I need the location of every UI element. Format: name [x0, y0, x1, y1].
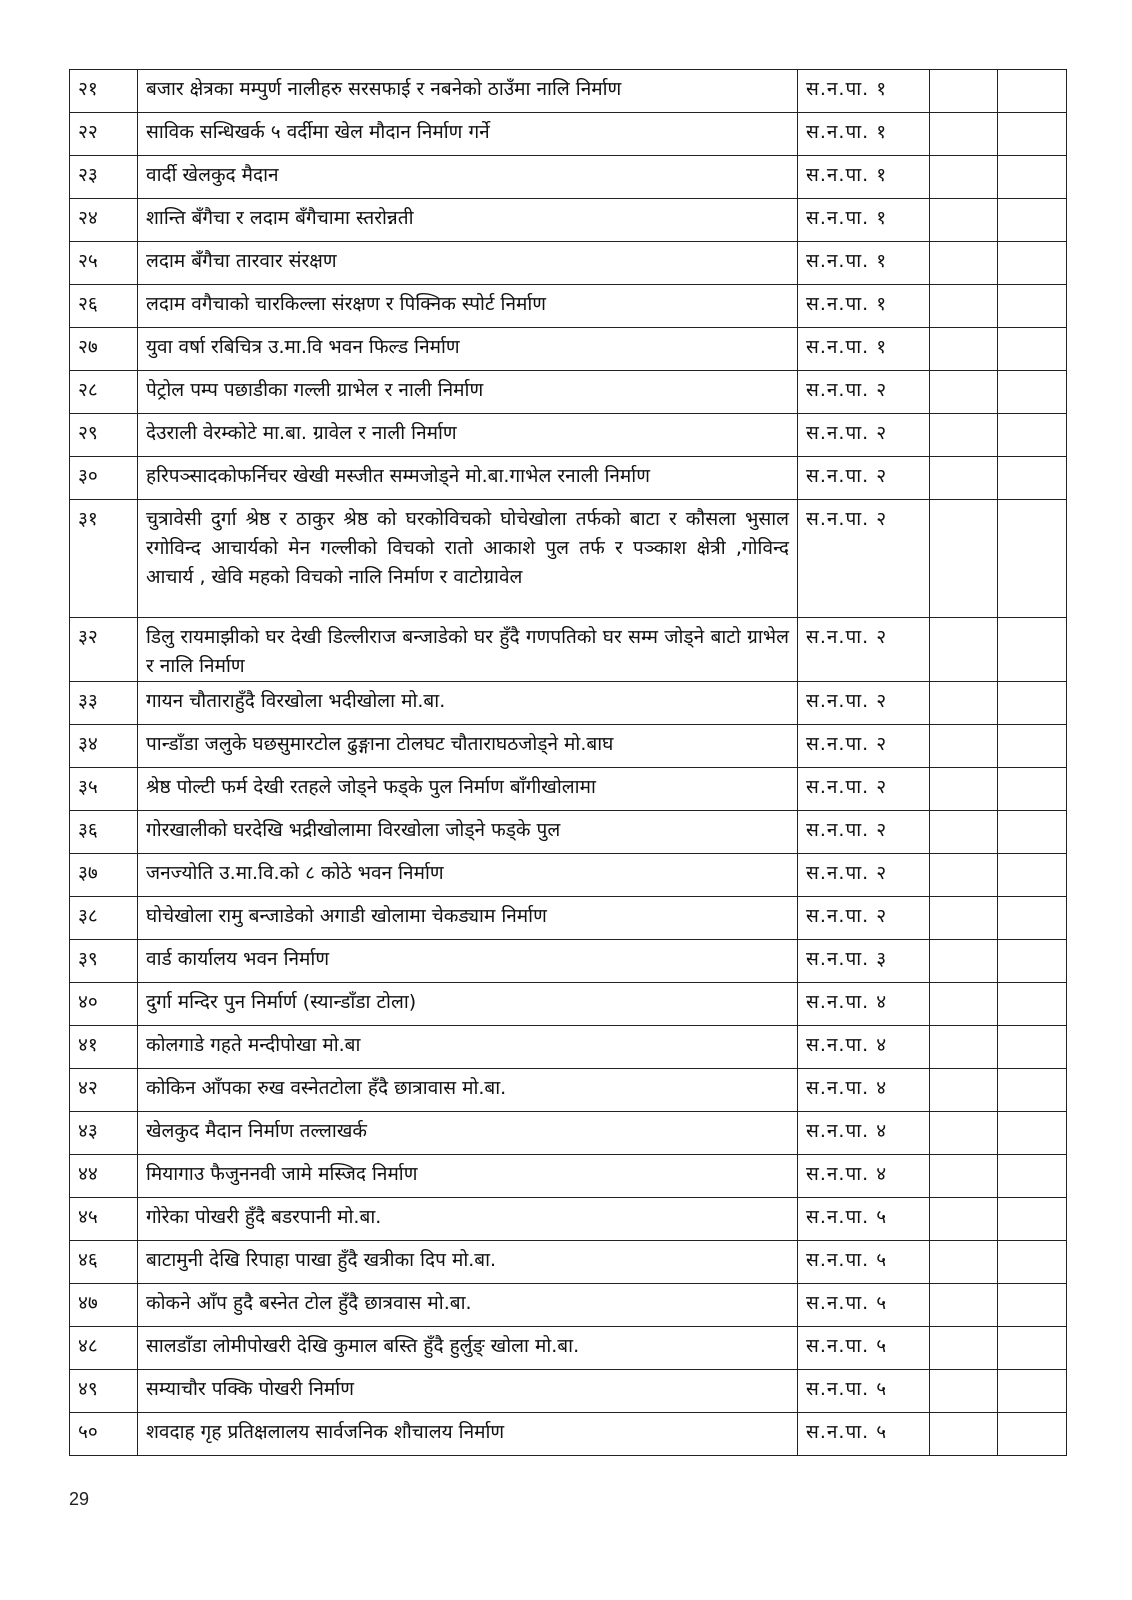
row-empty-cell	[930, 1327, 998, 1370]
row-empty-cell	[998, 897, 1067, 940]
row-empty-cell	[930, 371, 998, 414]
row-description: शान्ति बँगैचा र लदाम बँगैचामा स्तरोन्नती	[138, 199, 798, 242]
row-description: लदाम वगैचाको चारकिल्ला संरक्षण र पिक्निक स्पोर्ट निर्माण	[138, 285, 798, 328]
row-empty-cell	[998, 199, 1067, 242]
row-municipality: स.न.पा. ५	[798, 1327, 930, 1370]
row-empty-cell	[998, 156, 1067, 199]
row-number: ३५	[70, 768, 138, 811]
row-municipality: स.न.पा. ४	[798, 1112, 930, 1155]
row-empty-cell	[998, 1370, 1067, 1413]
table-row	[70, 1413, 1067, 1456]
row-municipality: स.न.पा. २	[798, 768, 930, 811]
row-empty-cell	[930, 113, 998, 156]
table-row	[70, 811, 1067, 854]
table-row	[70, 457, 1067, 500]
table-row	[70, 940, 1067, 983]
row-municipality: स.न.पा. २	[798, 682, 930, 725]
row-empty-cell	[930, 457, 998, 500]
project-table	[69, 69, 1067, 1456]
table-row	[70, 500, 1067, 618]
row-empty-cell	[930, 618, 998, 682]
row-municipality: स.न.पा. ४	[798, 983, 930, 1026]
row-empty-cell	[930, 242, 998, 285]
row-description: देउराली वेरम्कोटे मा.बा. ग्रावेल र नाली निर्माण	[138, 414, 798, 457]
table-row	[70, 682, 1067, 725]
row-description: शवदाह गृह प्रतिक्षलालय सार्वजनिक शौचालय निर्माण	[138, 1413, 798, 1456]
row-empty-cell	[930, 285, 998, 328]
row-empty-cell	[930, 156, 998, 199]
row-empty-cell	[930, 1370, 998, 1413]
row-municipality: स.न.पा. ३	[798, 940, 930, 983]
row-number: २७	[70, 328, 138, 371]
table-row	[70, 199, 1067, 242]
table-row	[70, 1026, 1067, 1069]
row-empty-cell	[998, 1327, 1067, 1370]
row-empty-cell	[998, 854, 1067, 897]
table-row	[70, 983, 1067, 1026]
table-row	[70, 1284, 1067, 1327]
page-number: 29	[69, 1489, 90, 1509]
row-empty-cell	[998, 618, 1067, 682]
row-empty-cell	[998, 1112, 1067, 1155]
row-empty-cell	[930, 328, 998, 371]
row-empty-cell	[930, 70, 998, 113]
row-empty-cell	[930, 414, 998, 457]
row-number: २१	[70, 70, 138, 113]
row-number: २३	[70, 156, 138, 199]
row-empty-cell	[998, 940, 1067, 983]
row-municipality: स.न.पा. २	[798, 618, 930, 682]
row-number: ३८	[70, 897, 138, 940]
row-description: खेलकुद मैदान निर्माण तल्लाखर्क	[138, 1112, 798, 1155]
row-empty-cell	[998, 1413, 1067, 1456]
row-description: गायन चौताराहुँदै विरखोला भदीखोला मो.बा.	[138, 682, 798, 725]
row-number: ३२	[70, 618, 138, 682]
row-empty-cell	[930, 940, 998, 983]
row-number: ३९	[70, 940, 138, 983]
row-empty-cell	[998, 1284, 1067, 1327]
table-body	[70, 70, 1067, 1456]
row-number: २५	[70, 242, 138, 285]
row-empty-cell	[998, 725, 1067, 768]
row-number: ३३	[70, 682, 138, 725]
row-description: हरिपञ्सादकोफर्निचर खेखी मस्जीत सम्मजोड्ने मो.बा.गाभेल रनाली निर्माण	[138, 457, 798, 500]
table-row	[70, 1069, 1067, 1112]
row-empty-cell	[930, 725, 998, 768]
table-row	[70, 113, 1067, 156]
row-description: दुर्गा मन्दिर पुन निर्मार्ण (स्यान्डाँडा टोला)	[138, 983, 798, 1026]
row-empty-cell	[998, 457, 1067, 500]
row-description: साविक सन्धिखर्क ५ वर्दीमा खेल मौदान निर्माण गर्ने	[138, 113, 798, 156]
row-municipality: स.न.पा. २	[798, 371, 930, 414]
row-empty-cell	[930, 1155, 998, 1198]
row-description: पेट्रोल पम्प पछाडीका गल्ली ग्राभेल र नाली निर्माण	[138, 371, 798, 414]
table-row	[70, 1155, 1067, 1198]
row-description: कोकिन आँपका रुख वस्नेतटोला हँदै छात्रावास मो.बा.	[138, 1069, 798, 1112]
row-number: ४४	[70, 1155, 138, 1198]
row-empty-cell	[930, 1026, 998, 1069]
row-municipality: स.न.पा. ५	[798, 1284, 930, 1327]
row-number: ४७	[70, 1284, 138, 1327]
row-municipality: स.न.पा. ५	[798, 1241, 930, 1284]
row-municipality: स.न.पा. १	[798, 156, 930, 199]
table-row	[70, 1112, 1067, 1155]
row-empty-cell	[930, 500, 998, 618]
row-description: घोचेखोला रामु बन्जाडेको अगाडी खोलामा चेकड्याम निर्माण	[138, 897, 798, 940]
row-description: कोकने आँप हुदै बस्नेत टोल हुँदै छात्रवास मो.बा.	[138, 1284, 798, 1327]
row-municipality: स.न.पा. ५	[798, 1370, 930, 1413]
table-row	[70, 414, 1067, 457]
row-number: २२	[70, 113, 138, 156]
row-description: श्रेष्ठ पोल्टी फर्म देखी रतहले जोड्ने फड्के पुल निर्माण बाँगीखोलामा	[138, 768, 798, 811]
row-municipality: स.न.पा. १	[798, 242, 930, 285]
row-number: ४३	[70, 1112, 138, 1155]
row-empty-cell	[998, 768, 1067, 811]
row-number: २९	[70, 414, 138, 457]
row-municipality: स.न.पा. १	[798, 199, 930, 242]
row-municipality: स.न.पा. २	[798, 457, 930, 500]
table-row	[70, 371, 1067, 414]
row-municipality: स.न.पा. १	[798, 113, 930, 156]
row-description: सम्याचौर पक्कि पोखरी निर्माण	[138, 1370, 798, 1413]
row-description: वार्दी खेलकुद मैदान	[138, 156, 798, 199]
row-empty-cell	[998, 1155, 1067, 1198]
row-number: २६	[70, 285, 138, 328]
row-description: वार्ड कार्यालय भवन निर्माण	[138, 940, 798, 983]
row-empty-cell	[930, 1112, 998, 1155]
row-municipality: स.न.पा. ५	[798, 1413, 930, 1456]
row-description: चुत्रावेसी दुर्गा श्रेष्ठ र ठाकुर श्रेष्ठ को घरकोविचको घोचेखोला तर्फको बाटा र कौसला भुसाल रगोविन्द आचार्यको मेन गल्लीको विचको रातो आकाशे पुल तर्फ र पञ्काश क्षेत्री ,गोविन्द आचार्य , खेवि महको विचको नालि निर्माण र वाटोग्रावेल	[138, 500, 798, 618]
row-empty-cell	[998, 1026, 1067, 1069]
row-empty-cell	[998, 113, 1067, 156]
row-municipality: स.न.पा. २	[798, 811, 930, 854]
table-row	[70, 897, 1067, 940]
row-number: ३६	[70, 811, 138, 854]
row-municipality: स.न.पा. ४	[798, 1069, 930, 1112]
row-empty-cell	[998, 242, 1067, 285]
row-empty-cell	[930, 897, 998, 940]
row-number: ३७	[70, 854, 138, 897]
row-empty-cell	[930, 768, 998, 811]
row-empty-cell	[998, 811, 1067, 854]
row-description: गोरखालीको घरदेखि भद्रीखोलामा विरखोला जोड्ने फड्के पुल	[138, 811, 798, 854]
row-municipality: स.न.पा. १	[798, 328, 930, 371]
row-empty-cell	[998, 682, 1067, 725]
row-municipality: स.न.पा. ५	[798, 1198, 930, 1241]
row-municipality: स.न.पा. ४	[798, 1026, 930, 1069]
table-row	[70, 285, 1067, 328]
row-description: जनज्योति उ.मा.वि.को ८ कोठे भवन निर्माण	[138, 854, 798, 897]
row-empty-cell	[998, 1198, 1067, 1241]
row-description: मियागाउ फैजुननवी जामे मस्जिद निर्माण	[138, 1155, 798, 1198]
row-description: पान्डाँडा जलुके घछसुमारटोल ढुङ्गाना टोलघट चौताराघठजोड्ने मो.बाघ	[138, 725, 798, 768]
row-description: डिलु रायमाझीको घर देखी डिल्लीराज बन्जाडेको घर हुँदै गणपतिको घर सम्म जोड्ने बाटो ग्राभेल र नालि निर्माण	[138, 618, 798, 682]
row-empty-cell	[930, 1069, 998, 1112]
row-number: ४२	[70, 1069, 138, 1112]
row-number: ४५	[70, 1198, 138, 1241]
row-municipality: स.न.पा. १	[798, 70, 930, 113]
table-row	[70, 70, 1067, 113]
row-description: बाटामुनी देखि रिपाहा पाखा हुँदै खत्रीका दिप मो.बा.	[138, 1241, 798, 1284]
row-number: ३१	[70, 500, 138, 618]
row-description: बजार क्षेत्रका मम्पुर्ण नालीहरु सरसफाई र नबनेको ठाउँमा नालि निर्माण	[138, 70, 798, 113]
row-number: ४१	[70, 1026, 138, 1069]
row-municipality: स.न.पा. २	[798, 414, 930, 457]
row-municipality: स.न.पा. २	[798, 500, 930, 618]
table-row	[70, 768, 1067, 811]
row-number: ४९	[70, 1370, 138, 1413]
row-empty-cell	[998, 371, 1067, 414]
row-empty-cell	[930, 1284, 998, 1327]
row-empty-cell	[998, 414, 1067, 457]
table-row	[70, 156, 1067, 199]
row-empty-cell	[930, 854, 998, 897]
row-municipality: स.न.पा. ४	[798, 1155, 930, 1198]
row-empty-cell	[998, 285, 1067, 328]
row-empty-cell	[930, 811, 998, 854]
row-number: ३०	[70, 457, 138, 500]
table-row	[70, 1241, 1067, 1284]
row-number: ४६	[70, 1241, 138, 1284]
row-empty-cell	[930, 983, 998, 1026]
row-empty-cell	[998, 328, 1067, 371]
row-empty-cell	[930, 1198, 998, 1241]
row-number: ५०	[70, 1413, 138, 1456]
row-description: सालडाँडा लोमीपोखरी देखि कुमाल बस्ति हुँदै हुर्लुङ् खोला मो.बा.	[138, 1327, 798, 1370]
table-row	[70, 618, 1067, 682]
table-row	[70, 1327, 1067, 1370]
row-number: ४८	[70, 1327, 138, 1370]
row-empty-cell	[998, 983, 1067, 1026]
row-municipality: स.न.पा. २	[798, 897, 930, 940]
row-empty-cell	[998, 500, 1067, 618]
table-row	[70, 725, 1067, 768]
row-number: २४	[70, 199, 138, 242]
row-empty-cell	[998, 1241, 1067, 1284]
row-description: कोलगाडे गहते मन्दीपोखा मो.बा	[138, 1026, 798, 1069]
row-number: ४०	[70, 983, 138, 1026]
row-description: गोरेका पोखरी हुँदै बडरपानी मो.बा.	[138, 1198, 798, 1241]
row-municipality: स.न.पा. १	[798, 285, 930, 328]
row-description: लदाम बँगैचा तारवार संरक्षण	[138, 242, 798, 285]
row-description: युवा वर्षा रबिचित्र उ.मा.वि भवन फिल्ड निर्माण	[138, 328, 798, 371]
row-empty-cell	[930, 1241, 998, 1284]
table-row	[70, 1198, 1067, 1241]
row-number: २८	[70, 371, 138, 414]
row-municipality: स.न.पा. २	[798, 854, 930, 897]
row-number: ३४	[70, 725, 138, 768]
row-empty-cell	[930, 682, 998, 725]
row-empty-cell	[998, 1069, 1067, 1112]
table-row	[70, 328, 1067, 371]
table-row	[70, 242, 1067, 285]
table-row	[70, 1370, 1067, 1413]
table-row	[70, 854, 1067, 897]
row-empty-cell	[930, 199, 998, 242]
row-empty-cell	[930, 1413, 998, 1456]
row-municipality: स.न.पा. २	[798, 725, 930, 768]
row-empty-cell	[998, 70, 1067, 113]
